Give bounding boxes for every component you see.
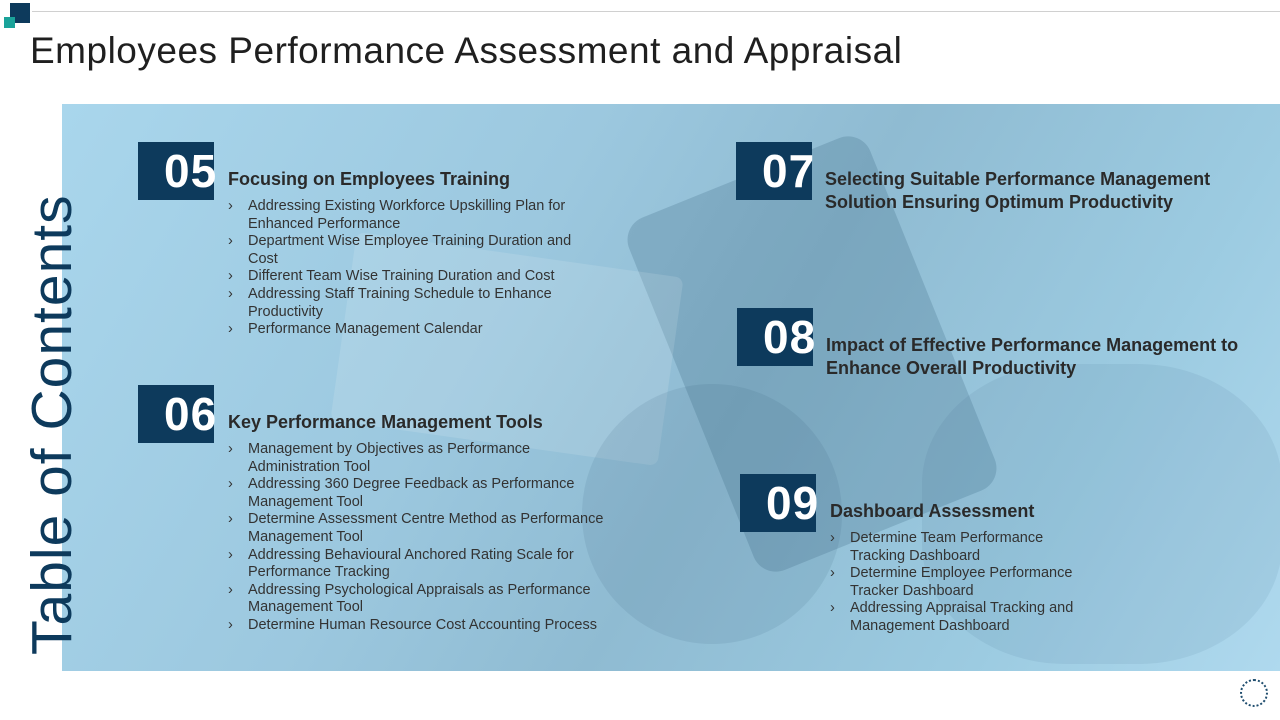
section-number-05 xyxy=(138,142,218,200)
list-item[interactable]: › Addressing Existing Workforce Upskilling Plan for Enhanced Performance xyxy=(228,198,566,232)
top-divider xyxy=(32,11,1280,12)
chevron-right-icon: › xyxy=(228,616,233,633)
section-items-09 xyxy=(830,530,1085,636)
chevron-right-icon: › xyxy=(830,565,835,582)
list-item[interactable]: › Management by Objectives as Performance Administration Tool xyxy=(228,441,531,475)
list-item[interactable]: › Determine Employee Performance Tracker Dashboard xyxy=(830,565,1073,599)
chevron-right-icon: › xyxy=(228,476,233,493)
section-items-05 xyxy=(228,198,573,339)
section-heading-06[interactable]: Key Performance Management Tools xyxy=(228,412,543,432)
section-number-text: 05 xyxy=(164,145,218,197)
chevron-right-icon: › xyxy=(228,285,233,302)
loading-circle-icon xyxy=(1240,679,1268,707)
list-item[interactable]: › Addressing Behavioural Anchored Rating Scale for Performance Tracking xyxy=(228,546,574,581)
list-item[interactable]: › Department Wise Employee Training Duration and Cost xyxy=(228,233,572,267)
page-title: Employees Performance Assessment and Appraisal xyxy=(30,30,903,71)
section-number-text: 06 xyxy=(164,388,218,440)
list-item[interactable]: › Determine Team Performance Tracking Dashboard xyxy=(830,530,1044,564)
chevron-right-icon: › xyxy=(228,581,233,598)
section-heading-08[interactable]: Impact of Effective Performance Management to Enhance Overall Productivity xyxy=(826,335,1239,378)
list-item[interactable]: › Addressing Staff Training Schedule to Enhance Productivity xyxy=(228,285,552,320)
chevron-right-icon: › xyxy=(228,198,233,214)
section-number-text: 09 xyxy=(766,477,820,529)
section-items-06 xyxy=(228,441,618,635)
chevron-right-icon: › xyxy=(830,600,835,617)
section-heading-09[interactable]: Dashboard Assessment xyxy=(830,501,1035,521)
section-number-07 xyxy=(736,142,816,200)
section-heading-05[interactable]: Focusing on Employees Training xyxy=(228,169,511,189)
chevron-right-icon: › xyxy=(228,321,233,338)
chevron-right-icon: › xyxy=(228,546,233,563)
list-item[interactable]: › Addressing Appraisal Tracking and Management Dashboard xyxy=(830,600,1074,634)
section-heading-07[interactable]: Selecting Suitable Performance Management Solution Ensuring Optimum Productivity xyxy=(825,169,1211,212)
section-number-09 xyxy=(740,474,820,532)
section-number-08 xyxy=(737,308,817,366)
section-number-text: 07 xyxy=(762,145,816,197)
list-item[interactable]: › Performance Management Calendar xyxy=(228,321,483,338)
section-number-06 xyxy=(138,385,218,443)
chevron-right-icon: › xyxy=(228,511,233,528)
table-of-contents-title: Table of Contents xyxy=(20,194,84,655)
list-item[interactable]: › Determine Human Resource Cost Accounting Process xyxy=(228,616,597,633)
list-item[interactable]: › Addressing 360 Degree Feedback as Performance Management Tool xyxy=(228,476,575,510)
chevron-right-icon: › xyxy=(228,233,233,250)
list-item[interactable]: › Addressing Psychological Appraisals as Performance Management Tool xyxy=(228,581,591,616)
chevron-right-icon: › xyxy=(830,530,835,546)
chevron-right-icon: › xyxy=(228,268,233,285)
list-item[interactable]: › Determine Assessment Centre Method as Performance Management Tool xyxy=(228,511,604,545)
list-item[interactable]: › Different Team Wise Training Duration and Cost xyxy=(228,268,555,285)
corner-logo-teal xyxy=(4,17,15,28)
chevron-right-icon: › xyxy=(228,441,233,457)
section-number-text: 08 xyxy=(763,311,817,363)
